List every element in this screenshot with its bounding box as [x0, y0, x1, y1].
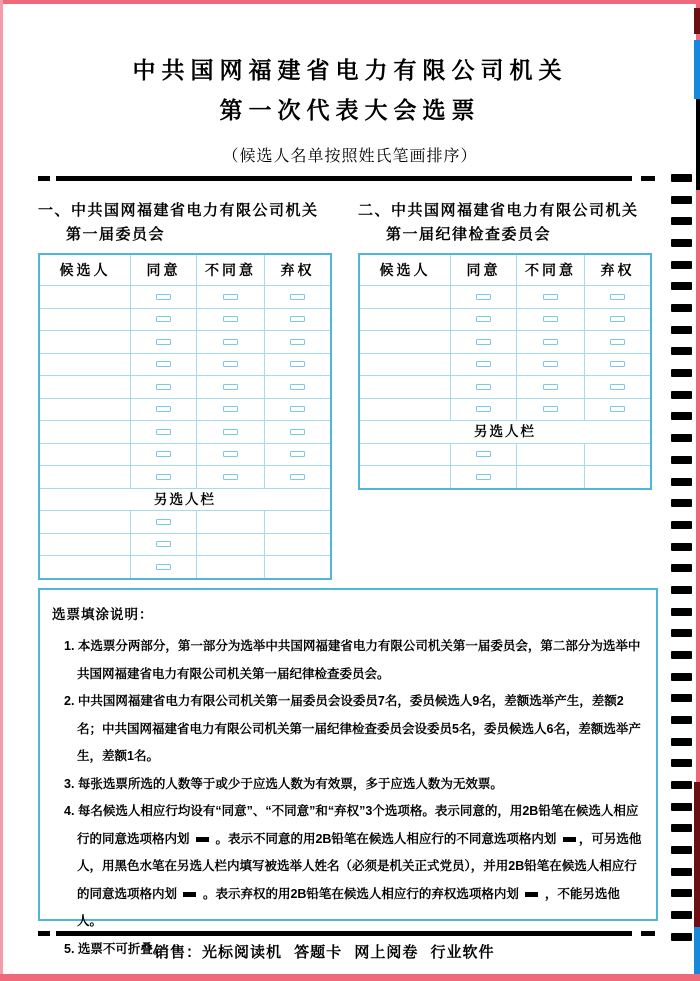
- write-in-row: [360, 443, 650, 466]
- column-header-agree: 同意: [130, 255, 196, 285]
- vote-bubble-abstain[interactable]: [610, 361, 625, 367]
- vote-cell-abstain[interactable]: [264, 376, 330, 398]
- vote-cell-disagree[interactable]: [196, 466, 264, 488]
- instruction-number: 3.: [64, 776, 78, 791]
- vote-bubble-agree[interactable]: [156, 429, 171, 435]
- vote-bubble-abstain[interactable]: [290, 294, 305, 300]
- vote-cell-disagree[interactable]: [516, 309, 584, 331]
- vote-cell-agree[interactable]: [130, 376, 196, 398]
- vote-bubble-agree[interactable]: [156, 339, 171, 345]
- vote-bubble-disagree[interactable]: [543, 294, 558, 300]
- omr-timing-mark: [671, 369, 692, 377]
- empty-cell: [516, 466, 584, 488]
- vote-cell-agree[interactable]: [450, 354, 516, 376]
- write-in-row: [40, 533, 330, 556]
- candidate-name-cell: [40, 399, 130, 421]
- edge-segment-blue-bottom: [694, 927, 700, 974]
- vote-cell-disagree[interactable]: [516, 399, 584, 421]
- discipline-ballot-table: [358, 253, 652, 490]
- vote-bubble-abstain[interactable]: [610, 294, 625, 300]
- vote-cell-abstain[interactable]: [264, 466, 330, 488]
- omr-timing-mark: [671, 499, 692, 507]
- vote-bubble-agree[interactable]: [156, 406, 171, 412]
- instruction-text: ，不能另选他人。: [77, 886, 620, 928]
- vote-cell-agree[interactable]: [450, 399, 516, 421]
- instruction-number: 2.: [64, 694, 78, 708]
- omr-timing-mark: [671, 889, 692, 897]
- write-in-section-label: 另选人栏: [40, 488, 330, 511]
- vote-cell-abstain[interactable]: [264, 331, 330, 353]
- vote-bubble-agree[interactable]: [476, 361, 491, 367]
- instruction-text: 本选票分两部分，第一部分为选举中共国网福建省电力有限公司机关第一届委员会，第二部分为选举中共国网福建省电力有限公司机关第一届纪律检查委员会。: [77, 639, 641, 681]
- vote-bubble-agree[interactable]: [156, 294, 171, 300]
- column-header-agree: 同意: [450, 255, 516, 285]
- section-number: 二、: [358, 202, 392, 219]
- omr-timing-mark: [671, 911, 692, 919]
- section-heading-committee: [38, 199, 338, 247]
- separator-line-top: [56, 176, 632, 181]
- vote-bubble-abstain[interactable]: [290, 406, 305, 412]
- vote-bubble-agree[interactable]: [476, 474, 491, 480]
- vote-bubble-abstain[interactable]: [290, 474, 305, 480]
- write-in-name-cell[interactable]: [360, 466, 450, 488]
- separator-line-bottom: [56, 931, 632, 936]
- vote-bubble-disagree[interactable]: [223, 429, 238, 435]
- instruction-item: [64, 688, 642, 771]
- vote-bubble-agree[interactable]: [156, 519, 171, 525]
- write-in-row: [40, 510, 330, 533]
- vote-cell-abstain[interactable]: [264, 354, 330, 376]
- vote-bubble-agree[interactable]: [156, 451, 171, 457]
- section-heading-text-line2: 第一届纪律检查委员会: [386, 226, 552, 243]
- instructions-list: [64, 633, 642, 963]
- vote-cell-disagree[interactable]: [196, 399, 264, 421]
- candidate-name-cell: [40, 309, 130, 331]
- write-in-name-cell[interactable]: [40, 534, 130, 556]
- candidate-row: [360, 398, 650, 421]
- vote-bubble-agree[interactable]: [156, 474, 171, 480]
- column-header-disagree: 不同意: [516, 255, 584, 285]
- vote-bubble-agree[interactable]: [476, 339, 491, 345]
- vote-cell-agree[interactable]: [130, 466, 196, 488]
- instruction-item: [64, 771, 642, 799]
- vote-bubble-disagree[interactable]: [223, 316, 238, 322]
- vote-bubble-agree[interactable]: [156, 316, 171, 322]
- candidate-name-cell: [360, 354, 450, 376]
- empty-cell: [516, 444, 584, 466]
- instruction-text: 选票不可折叠。: [77, 941, 166, 956]
- vote-cell-abstain[interactable]: [584, 331, 650, 353]
- vote-bubble-agree[interactable]: [476, 316, 491, 322]
- instruction-text: ，可另选他人，用黑色水笔在另选人栏内填写被选举人姓名（必须是机关正式党员），并用2B铅笔在候选人相应行的同意选项格内划: [77, 831, 642, 901]
- vote-cell-agree[interactable]: [450, 331, 516, 353]
- candidate-name-cell: [40, 286, 130, 308]
- page-title-line1: 中共国网福建省电力有限公司机关: [132, 57, 568, 83]
- vote-cell-disagree[interactable]: [516, 286, 584, 308]
- vote-cell-agree[interactable]: [450, 444, 516, 466]
- omr-timing-mark: [671, 217, 692, 225]
- section-heading-text: 中共国网福建省电力有限公司机关: [391, 202, 639, 219]
- separator-dash-left: [38, 931, 50, 936]
- empty-cell: [196, 511, 264, 533]
- vote-bubble-disagree[interactable]: [223, 294, 238, 300]
- vote-bubble-agree[interactable]: [476, 406, 491, 412]
- vote-cell-disagree[interactable]: [196, 331, 264, 353]
- column-header-abstain: 弃权: [264, 255, 330, 285]
- vote-bubble-abstain[interactable]: [610, 406, 625, 412]
- vote-cell-abstain[interactable]: [264, 444, 330, 466]
- write-in-name-cell[interactable]: [40, 556, 130, 578]
- vote-cell-disagree[interactable]: [196, 309, 264, 331]
- vote-bubble-disagree[interactable]: [223, 406, 238, 412]
- empty-cell: [264, 556, 330, 578]
- column-header-candidate: 候选人: [59, 262, 111, 278]
- vote-cell-agree[interactable]: [130, 399, 196, 421]
- candidate-row: [40, 443, 330, 466]
- vote-cell-agree[interactable]: [130, 331, 196, 353]
- vote-cell-agree[interactable]: [130, 511, 196, 533]
- omr-timing-mark: [671, 434, 692, 442]
- column-header-abstain: 弃权: [584, 255, 650, 285]
- instruction-item: [64, 633, 642, 688]
- instruction-number: 4.: [64, 804, 78, 818]
- vote-bubble-disagree[interactable]: [543, 339, 558, 345]
- vote-bubble-abstain[interactable]: [610, 339, 625, 345]
- instructions-title: 选票填涂说明：: [52, 607, 154, 622]
- instruction-text: 中共国网福建省电力有限公司机关第一届委员会设委员7名，委员候选人9名，差额选举产生，差额2名；中共国网福建省电力有限公司机关第一届纪律检查委员会设委员5名，委员候选人6名，差额选举产生，差额1名。: [77, 694, 641, 763]
- omr-timing-mark: [671, 933, 692, 941]
- separator-dash-left: [38, 176, 50, 181]
- vote-bubble-abstain[interactable]: [610, 384, 625, 390]
- omr-timing-mark: [671, 521, 692, 529]
- instruction-text: 。表示不同意的用2B铅笔在候选人相应行的不同意选项格内划: [211, 831, 560, 846]
- candidate-name-cell: [360, 331, 450, 353]
- candidate-row: [40, 308, 330, 331]
- vote-cell-abstain[interactable]: [584, 309, 650, 331]
- candidate-row: [360, 353, 650, 376]
- instruction-text: 。表示弃权的用2B铅笔在候选人相应行的弃权选项格内划: [199, 886, 523, 901]
- vote-bubble-agree[interactable]: [156, 361, 171, 367]
- omr-timing-mark: [671, 174, 692, 182]
- instruction-text: 每张选票所选的人数等于或少于应选人数为有效票，多于应选人数为无效票。: [77, 776, 503, 791]
- write-in-row: [360, 465, 650, 488]
- vote-cell-disagree[interactable]: [196, 444, 264, 466]
- empty-cell: [196, 534, 264, 556]
- pencil-mark-sample: [196, 837, 209, 842]
- vote-cell-disagree[interactable]: [196, 354, 264, 376]
- vote-cell-disagree[interactable]: [516, 354, 584, 376]
- vote-bubble-disagree[interactable]: [543, 316, 558, 322]
- vote-bubble-abstain[interactable]: [290, 316, 305, 322]
- omr-timing-mark: [671, 759, 692, 767]
- empty-cell: [584, 444, 650, 466]
- vote-cell-abstain[interactable]: [584, 399, 650, 421]
- omr-timing-mark: [671, 326, 692, 334]
- omr-timing-mark: [671, 846, 692, 854]
- omr-timing-mark: [671, 304, 692, 312]
- section-number: 一、: [38, 202, 72, 219]
- omr-timing-mark: [671, 781, 692, 789]
- candidate-name-cell: [40, 331, 130, 353]
- vote-bubble-disagree[interactable]: [223, 339, 238, 345]
- section-heading-text: 中共国网福建省电力有限公司机关: [71, 202, 319, 219]
- vote-bubble-disagree[interactable]: [223, 384, 238, 390]
- candidate-row: [40, 375, 330, 398]
- pencil-mark-sample: [183, 892, 196, 897]
- vote-cell-agree[interactable]: [450, 466, 516, 488]
- vote-cell-abstain[interactable]: [584, 286, 650, 308]
- candidate-row: [360, 285, 650, 308]
- vendor-footer-text: 销售：光标阅读机 答题卡 网上阅卷 行业软件: [154, 944, 495, 961]
- vote-cell-agree[interactable]: [450, 309, 516, 331]
- vote-cell-disagree[interactable]: [196, 421, 264, 443]
- vote-cell-abstain[interactable]: [264, 286, 330, 308]
- vote-bubble-agree[interactable]: [156, 384, 171, 390]
- table-header-row: [360, 255, 650, 285]
- vote-bubble-disagree[interactable]: [223, 361, 238, 367]
- vote-cell-agree[interactable]: [130, 354, 196, 376]
- candidate-row: [40, 465, 330, 488]
- instruction-number: 5.: [64, 941, 78, 956]
- vote-cell-abstain[interactable]: [584, 376, 650, 398]
- vote-cell-disagree[interactable]: [516, 331, 584, 353]
- candidate-name-cell: [40, 354, 130, 376]
- vote-cell-agree[interactable]: [450, 376, 516, 398]
- omr-timing-mark: [671, 608, 692, 616]
- omr-timing-mark: [671, 347, 692, 355]
- vote-cell-abstain[interactable]: [264, 309, 330, 331]
- candidate-row: [40, 398, 330, 421]
- candidate-name-cell: [40, 421, 130, 443]
- omr-timing-mark: [671, 196, 692, 204]
- vote-cell-disagree[interactable]: [196, 376, 264, 398]
- vote-cell-disagree[interactable]: [516, 376, 584, 398]
- omr-timing-mark: [671, 478, 692, 486]
- omr-timing-mark: [671, 803, 692, 811]
- vote-bubble-disagree[interactable]: [543, 361, 558, 367]
- vote-bubble-abstain[interactable]: [610, 316, 625, 322]
- empty-cell: [264, 534, 330, 556]
- vote-bubble-agree[interactable]: [476, 294, 491, 300]
- vote-bubble-agree[interactable]: [476, 384, 491, 390]
- vote-cell-agree[interactable]: [130, 444, 196, 466]
- vote-bubble-abstain[interactable]: [290, 429, 305, 435]
- edge-segment-darkred-top: [694, 8, 700, 34]
- omr-timing-mark: [671, 651, 692, 659]
- write-in-name-cell[interactable]: [360, 444, 450, 466]
- omr-timing-mark: [671, 412, 692, 420]
- vote-bubble-disagree[interactable]: [543, 384, 558, 390]
- vote-cell-abstain[interactable]: [264, 421, 330, 443]
- vote-cell-agree[interactable]: [450, 286, 516, 308]
- candidate-row: [40, 420, 330, 443]
- omr-timing-mark: [671, 543, 692, 551]
- omr-timing-mark: [671, 239, 692, 247]
- pencil-mark-sample: [563, 837, 576, 842]
- candidate-row: [360, 308, 650, 331]
- candidate-name-cell: [40, 376, 130, 398]
- candidate-name-cell: [360, 286, 450, 308]
- omr-timing-mark: [671, 456, 692, 464]
- vote-bubble-agree[interactable]: [156, 564, 171, 570]
- vote-cell-agree[interactable]: [130, 556, 196, 578]
- candidate-row: [40, 285, 330, 308]
- candidate-name-cell: [360, 399, 450, 421]
- separator-dash-right: [641, 176, 655, 181]
- omr-timing-mark: [671, 868, 692, 876]
- omr-timing-mark: [671, 629, 692, 637]
- section-heading-discipline: [358, 199, 658, 247]
- omr-timing-mark: [671, 564, 692, 572]
- candidate-row: [40, 330, 330, 353]
- vote-bubble-abstain[interactable]: [290, 339, 305, 345]
- vote-cell-agree[interactable]: [130, 286, 196, 308]
- instruction-item: [64, 798, 642, 936]
- candidate-name-cell: [360, 309, 450, 331]
- candidate-name-cell: [40, 444, 130, 466]
- instruction-number: 1.: [64, 639, 78, 653]
- vote-bubble-disagree[interactable]: [223, 474, 238, 480]
- column-header-candidate: 候选人: [379, 262, 431, 278]
- page-title-line2: 第一次代表大会选票: [219, 97, 481, 123]
- empty-cell: [584, 466, 650, 488]
- pencil-mark-sample: [525, 892, 538, 897]
- vote-bubble-abstain[interactable]: [290, 361, 305, 367]
- edge-segment-darkred-bottom: [694, 782, 700, 927]
- omr-timing-mark: [671, 391, 692, 399]
- page-subtitle: （候选人名单按照姓氏笔画排序）: [222, 148, 478, 165]
- empty-cell: [264, 511, 330, 533]
- write-in-name-cell[interactable]: [40, 511, 130, 533]
- empty-cell: [196, 556, 264, 578]
- vote-bubble-abstain[interactable]: [290, 451, 305, 457]
- candidate-row: [360, 330, 650, 353]
- candidate-row: [40, 353, 330, 376]
- vote-cell-agree[interactable]: [130, 534, 196, 556]
- omr-timing-mark: [671, 824, 692, 832]
- vote-cell-disagree[interactable]: [196, 286, 264, 308]
- omr-timing-mark: [671, 738, 692, 746]
- write-in-section-label: 另选人栏: [360, 420, 650, 443]
- instruction-text: 每名候选人相应行均设有“同意”、“不同意”和“弃权”3个选项格。表示同意的，用2B铅笔在候选人相应行的同意选项格内划: [77, 804, 639, 846]
- vote-cell-agree[interactable]: [130, 309, 196, 331]
- omr-timing-mark: [671, 694, 692, 702]
- vote-bubble-disagree[interactable]: [543, 406, 558, 412]
- page-edge-top: [0, 0, 700, 4]
- vote-cell-abstain[interactable]: [264, 399, 330, 421]
- candidate-name-cell: [40, 466, 130, 488]
- page-edge-bottom: [0, 974, 700, 981]
- separator-dash-right: [641, 931, 655, 936]
- candidate-row: [360, 375, 650, 398]
- vote-bubble-abstain[interactable]: [290, 384, 305, 390]
- column-header-disagree: 不同意: [196, 255, 264, 285]
- omr-timing-mark: [671, 673, 692, 681]
- omr-timing-mark: [671, 261, 692, 269]
- vote-cell-agree[interactable]: [130, 421, 196, 443]
- section-heading-text-line2: 第一届委员会: [66, 226, 166, 243]
- write-in-row: [40, 555, 330, 578]
- omr-timing-mark: [671, 282, 692, 290]
- candidate-name-cell: [360, 376, 450, 398]
- omr-timing-mark: [671, 716, 692, 724]
- vote-bubble-disagree[interactable]: [223, 451, 238, 457]
- vote-bubble-agree[interactable]: [156, 541, 171, 547]
- vote-bubble-agree[interactable]: [476, 451, 491, 457]
- omr-timing-mark: [671, 586, 692, 594]
- vote-cell-abstain[interactable]: [584, 354, 650, 376]
- table-header-row: [40, 255, 330, 285]
- committee-ballot-table: [38, 253, 332, 580]
